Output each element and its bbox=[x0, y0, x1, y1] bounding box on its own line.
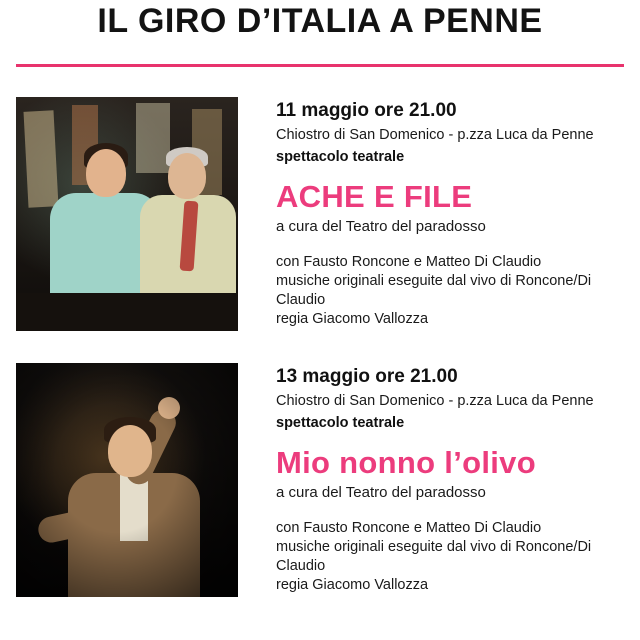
credit-line: regia Giacomo Vallozza bbox=[276, 577, 429, 593]
event-date: 13 maggio ore 21.00 bbox=[276, 366, 458, 387]
event-photo-1 bbox=[16, 97, 238, 331]
stage-floor-shape bbox=[16, 293, 238, 331]
event-date: 11 maggio ore 21.00 bbox=[276, 100, 457, 121]
event-curator: a cura del Teatro del paradosso bbox=[276, 218, 486, 235]
credit-line: regia Giacomo Vallozza bbox=[276, 311, 429, 327]
actor-head-shape bbox=[168, 153, 206, 199]
event-details bbox=[238, 97, 624, 329]
event-credits bbox=[276, 519, 624, 595]
event-venue: Chiostro di San Domenico - p.zza Luca da Penne bbox=[276, 127, 594, 143]
credit-line: con Fausto Roncone e Matteo Di Claudio bbox=[276, 520, 542, 536]
page-title: IL GIRO D’ITALIA A PENNE bbox=[97, 2, 543, 40]
event-show-title: ACHE E FILE bbox=[276, 179, 473, 214]
event-item bbox=[16, 363, 624, 597]
credit-line: con Fausto Roncone e Matteo Di Claudio bbox=[276, 254, 542, 270]
event-kind: spettacolo teatrale bbox=[276, 149, 405, 165]
credit-line: musiche originali eseguite dal vivo di Roncone/Di Claudio bbox=[276, 539, 592, 574]
event-curator: a cura del Teatro del paradosso bbox=[276, 484, 486, 501]
event-item bbox=[16, 97, 624, 331]
event-show-title: Mio nonno l’olivo bbox=[276, 445, 536, 480]
event-photo-2 bbox=[16, 363, 238, 597]
photo-vignette bbox=[16, 363, 238, 597]
event-details bbox=[238, 363, 624, 595]
backdrop-panel-icon bbox=[24, 110, 59, 207]
event-venue: Chiostro di San Domenico - p.zza Luca da Penne bbox=[276, 393, 594, 409]
event-credits bbox=[276, 253, 624, 329]
title-divider bbox=[16, 64, 624, 67]
event-kind: spettacolo teatrale bbox=[276, 415, 405, 431]
backdrop-panel-icon bbox=[136, 103, 170, 173]
actor-head-shape bbox=[86, 149, 126, 197]
credit-line: musiche originali eseguite dal vivo di Roncone/Di Claudio bbox=[276, 273, 592, 308]
